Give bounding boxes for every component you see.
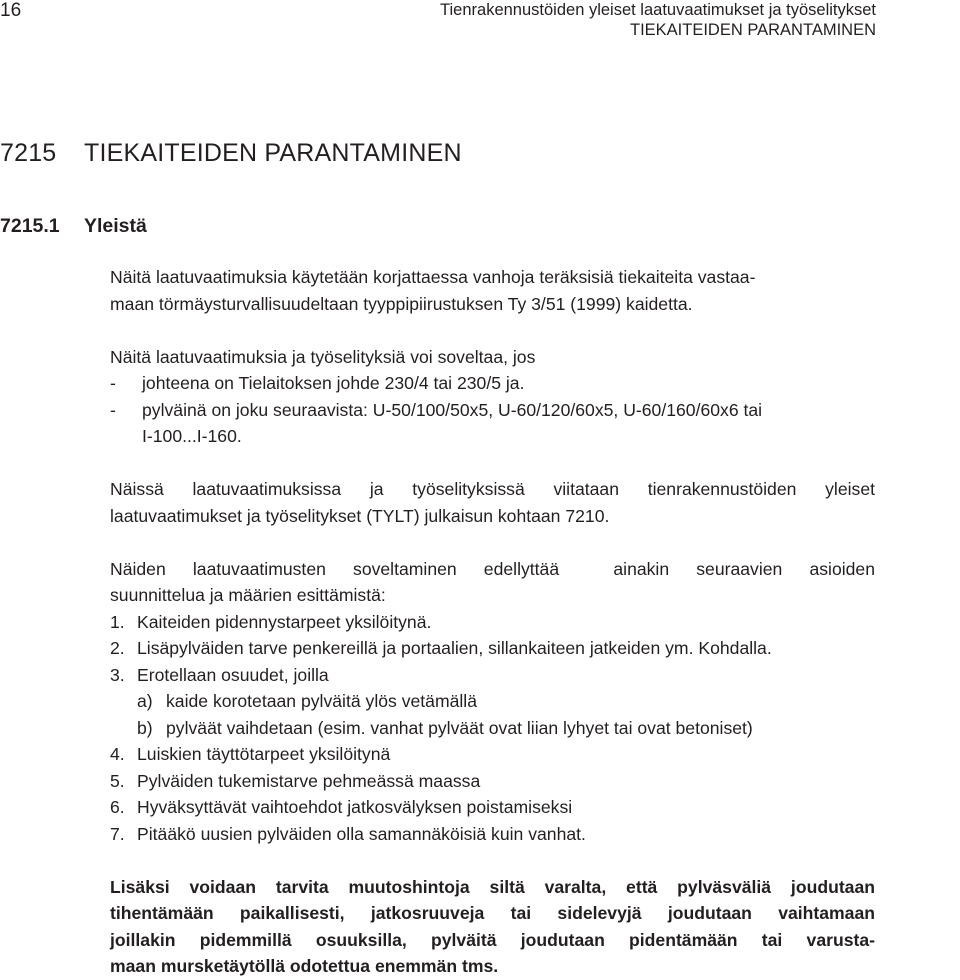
sub-list-item bbox=[110, 688, 875, 715]
bold-paragraph-line-4: maan mursketäytöllä odotettua enemmän tms. bbox=[110, 956, 499, 976]
list-item-number: 7. bbox=[110, 823, 125, 844]
body-content bbox=[110, 264, 875, 980]
list-item-text: Erotellaan osuudet, joilla bbox=[137, 664, 329, 685]
list-item bbox=[110, 821, 875, 848]
bold-paragraph-line-2: tihentämään paikallisesti, jatkosruuveja tai sidelevyjä joudutaan vaihtamaan bbox=[110, 903, 875, 923]
list-item-number: 1. bbox=[110, 611, 125, 632]
paragraph-4-line-1: Näiden laatuvaatimusten soveltaminen edellyttää ainakin seuraavien asioiden bbox=[110, 558, 875, 579]
list-item bbox=[110, 609, 875, 636]
list-item-number: 4. bbox=[110, 744, 125, 764]
section-number: 7215 bbox=[0, 139, 57, 167]
list-item-text: Luiskien täyttötarpeet yksilöitynä bbox=[137, 744, 391, 764]
subsection-number: 7215.1 bbox=[0, 215, 60, 237]
list-item-number: 3. bbox=[110, 664, 125, 685]
page-number: 16 bbox=[0, 0, 22, 21]
paragraph-3 bbox=[110, 476, 875, 529]
dash-item bbox=[110, 370, 875, 397]
subsection-title: Yleistä bbox=[84, 215, 147, 237]
list-item-number: 5. bbox=[110, 770, 125, 791]
dash-item bbox=[110, 397, 875, 450]
running-header-subtitle: TIEKAITEIDEN PARANTAMINEN bbox=[629, 21, 876, 39]
list-item bbox=[110, 768, 875, 795]
bold-paragraph-line-3: joillakin pidemmillä osuuksilla, pylväitä joudutaan pidentämään tai varusta- bbox=[110, 929, 875, 950]
dash-item-text: johteena on Tielaitoksen johde 230/4 tai 230/5 ja. bbox=[142, 373, 525, 393]
list-item bbox=[110, 741, 875, 768]
sub-list-item-label: b) bbox=[137, 717, 153, 738]
list-item-text: Lisäpylväiden tarve penkereillä ja portaalien, sillankaiteen jatkeiden ym. Kohdalla. bbox=[137, 638, 772, 658]
dash-item-text bbox=[142, 397, 875, 450]
paragraph-4-line-2: suunnittelua ja määrien esittämistä: bbox=[110, 585, 386, 605]
running-header bbox=[440, 0, 876, 40]
list-item-text: Pitääkö uusien pylväiden olla samannäköisiä kuin vanhat. bbox=[137, 823, 586, 844]
paragraph-1-line-1: Näitä laatuvaatimuksia käytetään korjattaessa vanhoja teräksisiä tiekaiteita vastaa- bbox=[110, 267, 756, 287]
paragraph-2-intro: Näitä laatuvaatimuksia ja työselityksiä voi soveltaa, jos bbox=[110, 346, 536, 367]
bold-paragraph-line-1: Lisäksi voidaan tarvita muutoshintoja siltä varalta, että pylväsväliä joudutaan bbox=[110, 876, 875, 897]
dash-marker: - bbox=[110, 399, 116, 420]
paragraph-3-line-1: Näissä laatuvaatimuksissa ja työselityksissä viitataan tienrakennustöiden yleiset bbox=[110, 479, 875, 499]
list-item-number: 2. bbox=[110, 638, 125, 658]
sub-list-item bbox=[110, 715, 875, 742]
section-title: TIEKAITEIDEN PARANTAMINEN bbox=[84, 139, 462, 167]
sub-list-item-label: a) bbox=[137, 691, 153, 711]
list-item bbox=[110, 662, 875, 689]
list-item-text: Hyväksyttävät vaihtoehdot jatkosvälyksen poistamiseksi bbox=[137, 797, 573, 817]
sub-list-item-text: kaide korotetaan pylväitä ylös vetämällä bbox=[166, 691, 477, 711]
dash-item-text-line-1: pylväinä on joku seuraavista: U-50/100/50x5, U-60/120/60x5, U-60/160/60x6 tai bbox=[142, 399, 763, 420]
paragraph-4 bbox=[110, 556, 875, 609]
sub-list-item-text: pylväät vaihdetaan (esim. vanhat pylväät ovat liian lyhyet tai ovat betoniset) bbox=[166, 717, 753, 738]
list-item-text: Kaiteiden pidennystarpeet yksilöitynä. bbox=[137, 611, 432, 632]
section-heading bbox=[0, 138, 462, 168]
dash-item-text-line-2: I-100...I-160. bbox=[142, 426, 242, 446]
list-item bbox=[110, 794, 875, 821]
dash-marker: - bbox=[110, 373, 116, 393]
running-header-title: Tienrakennustöiden yleiset laatuvaatimukset ja työselitykset bbox=[440, 1, 876, 19]
list-item-number: 6. bbox=[110, 797, 125, 817]
bold-paragraph bbox=[110, 874, 875, 980]
list-item bbox=[110, 635, 875, 662]
paragraph-1-line-2: maan törmäysturvallisuudeltaan tyyppipiirustuksen Ty 3/51 (1999) kaidetta. bbox=[110, 293, 693, 314]
subsection-heading bbox=[0, 214, 147, 238]
paragraph-1 bbox=[110, 264, 875, 317]
list-item-text: Pylväiden tukemistarve pehmeässä maassa bbox=[137, 770, 481, 791]
paragraph-3-line-2: laatuvaatimukset ja työselitykset (TYLT) julkaisun kohtaan 7210. bbox=[110, 505, 610, 526]
